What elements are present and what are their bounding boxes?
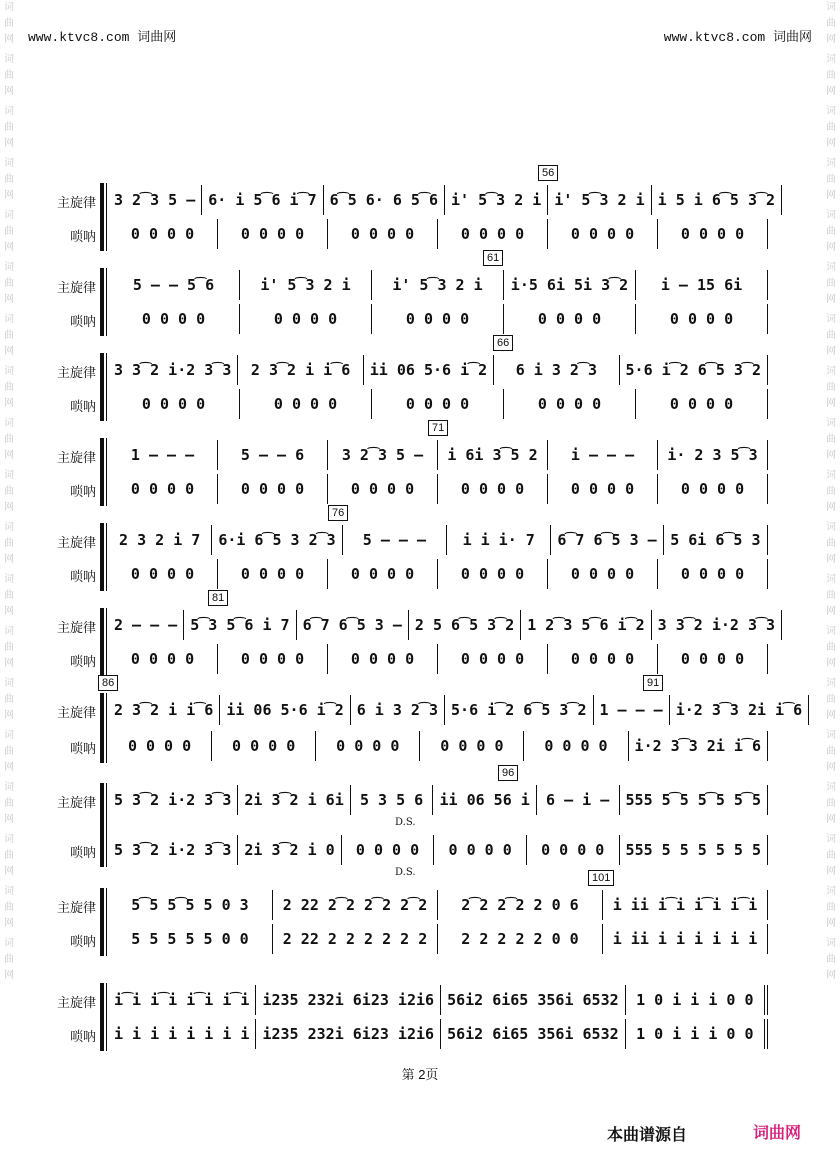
suona-measure: 0 0 0 0 [372, 304, 504, 334]
measure-number: 71 [428, 420, 448, 436]
watermark-text: 词曲网 [4, 886, 14, 929]
main-measure: 6 i 3 2͡3 [494, 355, 619, 385]
suona-measure: 0 0 0 0 [438, 219, 548, 249]
main-measure: i·2 3͡3 2i i͡6 [670, 695, 809, 725]
system-bracket-line [106, 183, 107, 251]
suona-measure: 0 0 0 0 [108, 389, 240, 419]
watermark-text: 词曲网 [4, 938, 14, 981]
measure-number: 96 [498, 765, 518, 781]
watermark-text: 词曲网 [826, 522, 836, 565]
main-measure: i' 5͡3 2 i [445, 185, 548, 215]
watermark-text: 词曲网 [4, 158, 14, 201]
suona-row [108, 835, 768, 865]
suona-measure: 0 0 0 0 [548, 559, 658, 589]
watermark-text: 词曲网 [4, 470, 14, 513]
part-label-main: 主旋律 [56, 900, 96, 915]
main-measure: 1 0 i i i 0 0 [626, 985, 768, 1015]
suona-measure: 0 0 0 0 [218, 559, 328, 589]
suona-measure: i i i i i i i i [108, 1019, 256, 1049]
suona-measure: 0 0 0 0 [108, 644, 218, 674]
part-label-main: 主旋律 [56, 280, 96, 295]
suona-measure: 0 0 0 0 [240, 304, 372, 334]
suona-measure: 0 0 0 0 [658, 219, 768, 249]
suona-measure: 0 0 0 0 [108, 731, 212, 761]
watermark-text: 词曲网 [4, 574, 14, 617]
part-label-main: 主旋律 [56, 705, 96, 720]
system-bracket [100, 523, 104, 591]
part-label-suona: 唢呐 [69, 845, 96, 860]
part-label-suona: 唢呐 [69, 314, 96, 329]
main-measure: i' 5͡3 2 i [240, 270, 372, 300]
main-measure: 6 i 3 2͡3 [351, 695, 445, 725]
main-measure: 5 – – 5͡6 [108, 270, 240, 300]
suona-measure: 0 0 0 0 [438, 559, 548, 589]
system-bracket [100, 888, 104, 956]
suona-measure: 0 0 0 0 [108, 219, 218, 249]
watermark-text: 词曲网 [4, 626, 14, 669]
main-measure: 3 2͡3 5 – [108, 185, 202, 215]
main-measure: i· 2 3 5͡3 [658, 440, 768, 470]
part-label-suona: 唢呐 [69, 229, 96, 244]
suona-measure: 5 3͡2 i·2 3͡3 [108, 835, 238, 865]
watermark-text: 词曲网 [826, 730, 836, 773]
main-measure: 2 5 6͡5 3͡2 [409, 610, 521, 640]
main-measure: i' 5͡3 2 i [548, 185, 651, 215]
suona-measure: 2 22 2 2 2 2 2 2 [273, 924, 438, 954]
main-measure: 6͡7 6͡5 3 – [297, 610, 409, 640]
suona-measure: 0 0 0 0 [658, 644, 768, 674]
watermark-text: 词曲网 [826, 418, 836, 461]
main-measure: 2 22 2͡2 2͡2 2͡2 [273, 890, 438, 920]
suona-measure: 1 0 i i i 0 0 [626, 1019, 768, 1049]
suona-measure: 0 0 0 0 [658, 559, 768, 589]
watermark-text: 词曲网 [4, 54, 14, 97]
main-row [108, 785, 768, 815]
part-label-suona: 唢呐 [69, 1029, 96, 1044]
watermark-text: 词曲网 [4, 262, 14, 305]
main-measure: 5 6i 6͡5 3 [664, 525, 768, 555]
watermark-text: 词曲网 [826, 470, 836, 513]
measure-number: 56 [538, 165, 558, 181]
suona-measure: 56i2 6i65 356i 6532 [441, 1019, 626, 1049]
main-measure: 6·i 6͡5 3 2͡3 [212, 525, 342, 555]
main-measure: 2͡2 2͡2 2 0 6 [438, 890, 603, 920]
suona-measure: 0 0 0 0 [504, 389, 636, 419]
footer-brand[interactable]: 词曲网 [753, 1125, 802, 1142]
main-measure: i – 15 6i [636, 270, 768, 300]
part-label-suona: 唢呐 [69, 484, 96, 499]
system-bracket [100, 438, 104, 506]
main-measure: 5͡3 5͡6 i 7 [184, 610, 296, 640]
dal-segno-mark: D.S. [395, 817, 416, 828]
main-measure: 5 – – – [343, 525, 447, 555]
system-bracket [100, 268, 104, 336]
suona-measure: 0 0 0 0 [372, 389, 504, 419]
watermark-text: 词曲网 [4, 314, 14, 357]
suona-measure: i235 232i 6i23 i2i6 [256, 1019, 441, 1049]
system-bracket-line [106, 438, 107, 506]
suona-measure: i ii i i i i i i [603, 924, 768, 954]
main-measure: 2 – – – [108, 610, 184, 640]
suona-measure: 0 0 0 0 [548, 644, 658, 674]
main-measure: i i i· 7 [447, 525, 551, 555]
main-measure: 5·6 i͡2 6͡5 3͡2 [445, 695, 593, 725]
main-measure: i 5 i 6͡5 3͡2 [652, 185, 782, 215]
part-label-main: 主旋律 [56, 995, 96, 1010]
suona-measure: 0 0 0 0 [218, 644, 328, 674]
suona-row [108, 389, 768, 419]
system-bracket-line [106, 983, 107, 1051]
main-measure: 3 3͡2 i·2 3͡3 [108, 355, 238, 385]
system-bracket-line [106, 693, 107, 763]
watermark-text: 词曲网 [4, 106, 14, 149]
dal-segno-mark: D.S. [395, 867, 416, 878]
watermark-text: 词曲网 [826, 106, 836, 149]
watermark-text: 词曲网 [826, 886, 836, 929]
main-measure: 2 3͡2 i i͡6 [108, 695, 220, 725]
watermark-text: 词曲网 [4, 834, 14, 877]
suona-measure: 0 0 0 0 [328, 559, 438, 589]
measure-number: 81 [208, 590, 228, 606]
part-label-suona: 唢呐 [69, 654, 96, 669]
main-measure: 5 3͡2 i·2 3͡3 [108, 785, 238, 815]
main-row [108, 270, 768, 300]
header-url-right[interactable]: www.ktvc8.com 词曲网 [663, 30, 812, 45]
part-label-suona: 唢呐 [69, 399, 96, 414]
suona-measure: 0 0 0 0 [548, 474, 658, 504]
main-measure: 3 2͡3 5 – [328, 440, 438, 470]
suona-measure: 0 0 0 0 [434, 835, 527, 865]
watermark-text: 词曲网 [826, 54, 836, 97]
suona-measure: 0 0 0 0 [218, 474, 328, 504]
system-bracket-line [106, 608, 107, 676]
measure-number: 86 [98, 675, 118, 691]
suona-measure: 0 0 0 0 [108, 304, 240, 334]
main-row [108, 695, 803, 725]
part-label-main: 主旋律 [56, 620, 96, 635]
watermark-text: 词曲网 [826, 574, 836, 617]
suona-measure: 0 0 0 0 [504, 304, 636, 334]
watermark-text: 词曲网 [4, 730, 14, 773]
main-measure: 3 3͡2 i·2 3͡3 [652, 610, 782, 640]
watermark-text: 词曲网 [826, 158, 836, 201]
page-number: 第 2页 [401, 1067, 439, 1082]
main-row [108, 185, 776, 215]
suona-measure: 0 0 0 0 [328, 219, 438, 249]
main-measure: ii 06 5·6 i͡2 [364, 355, 494, 385]
suona-measure: 0 0 0 0 [218, 219, 328, 249]
main-measure: i͡i i͡i i͡i i͡i [108, 985, 256, 1015]
main-measure: 5 – – 6 [218, 440, 328, 470]
watermark-text: 词曲网 [4, 210, 14, 253]
main-measure: 5 3 5 6 [351, 785, 434, 815]
watermark-text: 词曲网 [826, 678, 836, 721]
main-measure: 1 – – – [108, 440, 218, 470]
suona-measure: 0 0 0 0 [316, 731, 420, 761]
system-bracket [100, 353, 104, 421]
part-label-main: 主旋律 [56, 535, 96, 550]
side-watermark-left [2, 0, 16, 1169]
suona-row [108, 559, 768, 589]
watermark-text: 词曲网 [4, 678, 14, 721]
system-bracket [100, 693, 104, 763]
watermark-text: 词曲网 [826, 938, 836, 981]
watermark-text: 词曲网 [4, 2, 14, 45]
main-measure: i235 232i 6i23 i2i6 [256, 985, 441, 1015]
measure-number: 66 [493, 335, 513, 351]
suona-measure: 0 0 0 0 [636, 304, 768, 334]
suona-measure: 0 0 0 0 [342, 835, 435, 865]
main-measure: ii 06 5·6 i͡2 [220, 695, 350, 725]
main-measure: i·5 6i 5i 3͡2 [504, 270, 636, 300]
suona-measure: 0 0 0 0 [212, 731, 316, 761]
main-row [108, 440, 768, 470]
suona-measure: 0 0 0 0 [524, 731, 628, 761]
system-bracket-line [106, 268, 107, 336]
watermark-text: 词曲网 [826, 626, 836, 669]
part-label-main: 主旋律 [56, 195, 96, 210]
main-measure: 6͡5 6· 6 5͡6 [324, 185, 445, 215]
suona-row [108, 219, 768, 249]
suona-measure: 2i 3͡2 i 0 [238, 835, 341, 865]
suona-row [108, 644, 768, 674]
main-row [108, 610, 776, 640]
part-label-suona: 唢呐 [69, 741, 96, 756]
watermark-text: 词曲网 [826, 782, 836, 825]
suona-measure: 0 0 0 0 [658, 474, 768, 504]
main-measure: 2 3 2 i 7 [108, 525, 212, 555]
system-bracket-line [106, 888, 107, 956]
main-measure: 6͡7 6͡5 3 – [551, 525, 663, 555]
main-measure: i ii i͡i i͡i i͡i [603, 890, 768, 920]
watermark-text: 词曲网 [4, 522, 14, 565]
main-measure: 5·6 i͡2 6͡5 3͡2 [620, 355, 768, 385]
main-measure: 1 2͡3 5͡6 i͡2 [521, 610, 651, 640]
main-row [108, 525, 768, 555]
suona-row [108, 474, 768, 504]
watermark-text: 词曲网 [826, 366, 836, 409]
suona-measure: 2 2 2 2 2 0 0 [438, 924, 603, 954]
watermark-text: 词曲网 [826, 262, 836, 305]
suona-measure: i·2 3͡3 2i i͡6 [629, 731, 768, 761]
measure-number: 76 [328, 505, 348, 521]
suona-measure: 0 0 0 0 [548, 219, 658, 249]
main-row [108, 355, 768, 385]
suona-measure: 0 0 0 0 [240, 389, 372, 419]
part-label-main: 主旋律 [56, 450, 96, 465]
watermark-text: 词曲网 [4, 366, 14, 409]
watermark-text: 词曲网 [826, 2, 836, 45]
suona-measure: 0 0 0 0 [420, 731, 524, 761]
suona-row [108, 304, 768, 334]
part-label-main: 主旋律 [56, 795, 96, 810]
suona-row [108, 924, 768, 954]
system-bracket-line [106, 783, 107, 867]
suona-measure: 0 0 0 0 [328, 474, 438, 504]
main-row [108, 890, 768, 920]
suona-measure: 0 0 0 0 [108, 559, 218, 589]
main-measure: 6· i 5͡6 i͡7 [202, 185, 323, 215]
main-measure: 2i 3͡2 i 6i [238, 785, 350, 815]
main-measure: i 6i 3͡5 2 [438, 440, 548, 470]
main-measure: i' 5͡3 2 i [372, 270, 504, 300]
suona-measure: 0 0 0 0 [438, 644, 548, 674]
suona-measure: 555 5 5 5 5 5 5 [620, 835, 768, 865]
watermark-text: 词曲网 [826, 210, 836, 253]
main-measure: ii 06 56 i [433, 785, 536, 815]
system-bracket [100, 783, 104, 867]
main-measure: 6 – i – [537, 785, 620, 815]
suona-row [108, 1019, 768, 1049]
main-measure: 5͡5 5͡5 5 0 3 [108, 890, 273, 920]
measure-number: 61 [483, 250, 503, 266]
watermark-text: 词曲网 [4, 782, 14, 825]
header-url-left[interactable]: www.ktvc8.com 词曲网 [28, 30, 177, 45]
main-measure: 1 – – – [594, 695, 670, 725]
watermark-text: 词曲网 [826, 314, 836, 357]
side-watermark-right [824, 0, 838, 1169]
suona-measure: 0 0 0 0 [328, 644, 438, 674]
part-label-suona: 唢呐 [69, 569, 96, 584]
watermark-text: 词曲网 [826, 834, 836, 877]
system-bracket [100, 983, 104, 1051]
suona-measure: 0 0 0 0 [108, 474, 218, 504]
main-measure: 555 5͡5 5͡5 5͡5 [620, 785, 768, 815]
suona-measure: 0 0 0 0 [527, 835, 620, 865]
suona-measure: 0 0 0 0 [636, 389, 768, 419]
part-label-main: 主旋律 [56, 365, 96, 380]
system-bracket-line [106, 523, 107, 591]
main-measure: 56i2 6i65 356i 6532 [441, 985, 626, 1015]
part-label-suona: 唢呐 [69, 934, 96, 949]
measure-number: 101 [588, 870, 614, 886]
main-measure: 2 3͡2 i i͡6 [238, 355, 363, 385]
measure-number: 91 [643, 675, 663, 691]
system-bracket-line [106, 353, 107, 421]
suona-measure: 0 0 0 0 [438, 474, 548, 504]
system-bracket [100, 608, 104, 676]
watermark-text: 词曲网 [4, 418, 14, 461]
main-measure: i – – – [548, 440, 658, 470]
suona-measure: 5 5 5 5 5 0 0 [108, 924, 273, 954]
suona-row [108, 731, 768, 761]
system-bracket [100, 183, 104, 251]
main-row [108, 985, 768, 1015]
footer-source-text: 本曲谱源自 [607, 1127, 688, 1144]
